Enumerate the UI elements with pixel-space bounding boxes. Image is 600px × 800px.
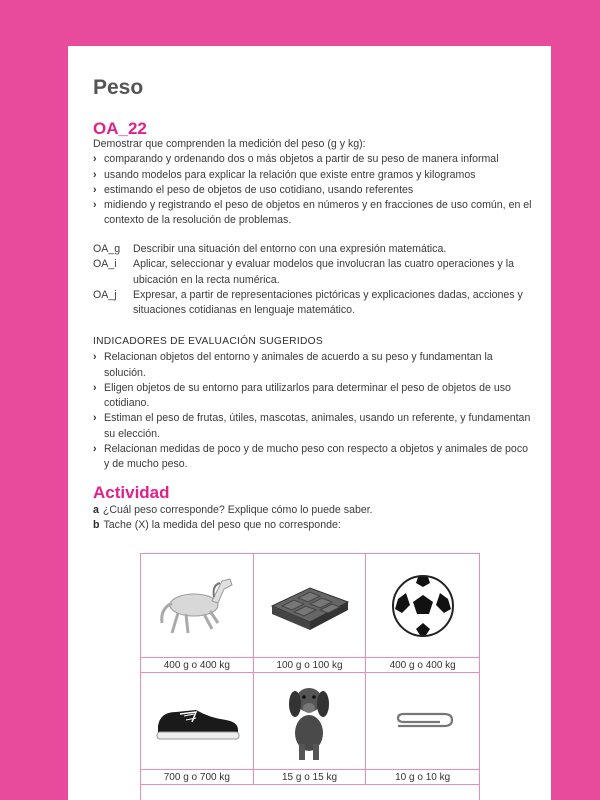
indicator-item: › Relacionan objetos del entorno y animales de acuerdo a su peso y fundamentan la solución. xyxy=(93,351,493,379)
activity-heading: Actividad xyxy=(93,483,170,502)
activity-list xyxy=(93,503,533,534)
objective-bullet: › estimando el peso de objetos de uso cotidiano, usando referentes xyxy=(93,183,533,198)
activity-item: a ¿Cuál peso corresponde? Explique cómo lo puede saber. xyxy=(93,504,373,516)
oa-description: Expresar, a partir de representaciones pictóricas y explicaciones dadas, acciones y situaciones cotidianas en lenguaje matemático. xyxy=(133,288,523,317)
weight-option-label[interactable]: 100 g o 100 kg xyxy=(254,658,367,673)
objective-bullet: › usando modelos para explicar la relación que existe entre gramos y kilogramos xyxy=(93,168,533,183)
weight-option-label[interactable]: 700 g o 700 kg xyxy=(141,770,254,785)
weight-option-label[interactable]: 400 g o 400 kg xyxy=(366,658,479,673)
oa-code: OA_i xyxy=(93,258,117,271)
activity-letter: b xyxy=(93,519,100,532)
chocolate-bar-image xyxy=(254,554,367,658)
worksheet-page xyxy=(68,46,551,800)
weight-option-label[interactable]: 15 g o 15 kg xyxy=(254,770,367,785)
soccer-ball-image xyxy=(366,554,479,658)
chevron-right-icon: › xyxy=(93,168,97,181)
objective-bullets xyxy=(93,152,533,228)
oa-row xyxy=(93,257,533,288)
oa-row xyxy=(93,242,533,257)
activity-letter: a xyxy=(93,504,99,516)
puppy-image xyxy=(254,673,367,770)
activity-item: b Tache (X) la medida del peso que no corresponde: xyxy=(93,519,341,532)
indicator-item: › Relacionan medidas de poco y de mucho peso con respecto a objetos y animales de poco y de mucho peso. xyxy=(93,443,529,471)
objective-section xyxy=(93,137,533,229)
indicators-list xyxy=(93,350,533,472)
chevron-right-icon: › xyxy=(93,412,97,425)
objective-bullet: › midiendo y registrando el peso de objetos en números y en fracciones de uso común, en el contexto de la resolución de problemas. xyxy=(93,199,532,227)
chevron-right-icon: › xyxy=(93,351,97,364)
oa-code: OA_j xyxy=(93,288,117,301)
chevron-right-icon: › xyxy=(93,183,97,196)
page-title: Peso xyxy=(93,76,144,99)
weight-option-label[interactable]: 10 g o 10 kg xyxy=(366,770,479,785)
sneaker-image xyxy=(141,673,254,770)
oa-description: Aplicar, seleccionar y evaluar modelos que involucran las cuatro operaciones y la ubicación en la recta numérica. xyxy=(133,258,514,286)
chevron-right-icon: › xyxy=(93,199,97,212)
oa-code: OA_g xyxy=(93,243,121,255)
indicators-section xyxy=(93,334,533,473)
oa-row xyxy=(93,288,533,319)
chevron-right-icon: › xyxy=(93,381,97,394)
horse-image xyxy=(141,554,254,658)
oa-description: Describir una situación del entorno con una expresión matemática. xyxy=(133,243,447,255)
indicator-item: › Eligen objetos de su entorno para utilizarlos para determinar el peso de objetos de uso cotidiano. xyxy=(93,381,511,410)
weight-grid xyxy=(140,553,480,800)
chevron-right-icon: › xyxy=(93,443,97,456)
oa-list xyxy=(93,242,533,318)
objective-bullet: › comparando y ordenando dos o más objetos a partir de su peso de manera informal xyxy=(93,152,533,167)
objective-intro: Demostrar que comprenden la medición del peso (g y kg): xyxy=(93,138,366,150)
chevron-right-icon: › xyxy=(93,153,97,166)
indicator-item: › Estiman el peso de frutas, útiles, mascotas, animales, usando un referente, y fundamentan su elección. xyxy=(93,412,531,440)
paper-clip-image xyxy=(366,673,479,770)
indicators-heading: INDICADORES DE EVALUACIÓN SUGERIDOS xyxy=(93,336,323,347)
oa-code-heading: OA_22 xyxy=(93,119,147,138)
weight-option-label[interactable]: 400 g o 400 kg xyxy=(141,658,254,673)
